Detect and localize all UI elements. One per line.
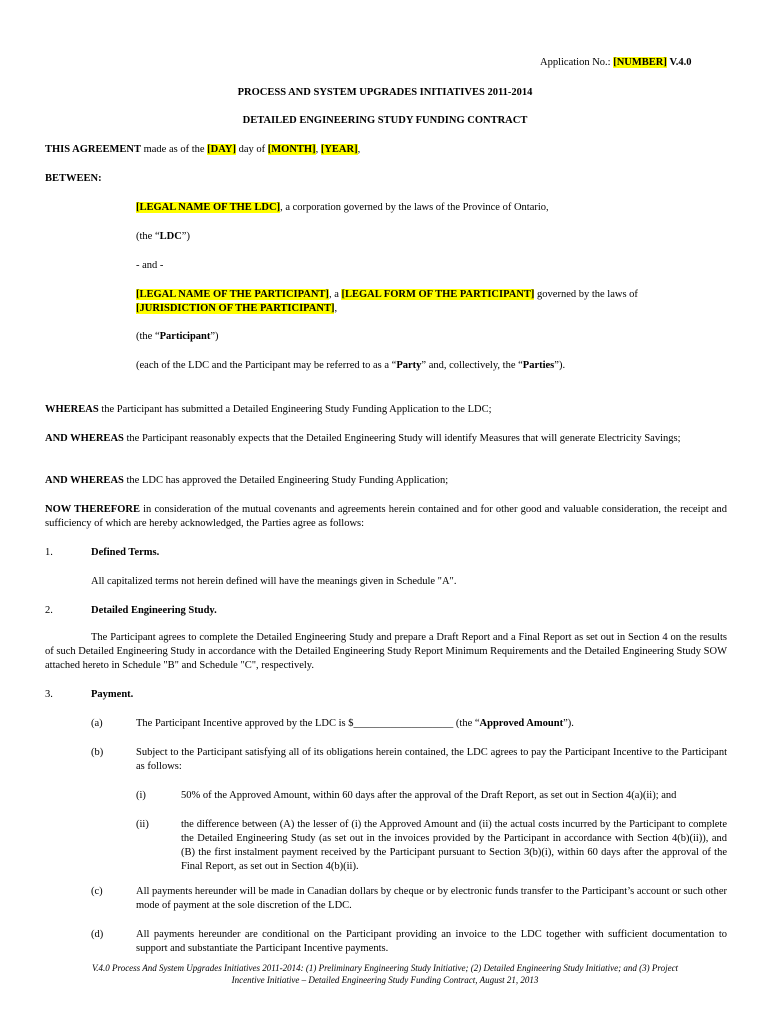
clause-b-ii-label: (ii) — [136, 819, 149, 830]
party-term: Party — [396, 360, 422, 371]
participant-def-close: ”) — [210, 331, 219, 342]
agreement-day-of: day of — [238, 144, 266, 155]
ldc-name-line — [136, 201, 736, 215]
clause-d-text: All payments hereunder are conditional on the Participant providing an invoice to the LDC together with sufficient documentation to support and substantiate the Participant Incentive payments. — [136, 929, 727, 954]
recital-now-therefore — [45, 503, 727, 531]
recital-whereas-3 — [45, 474, 727, 488]
ldc-description: , a corporation governed by the laws of the Province of Ontario, — [280, 202, 549, 213]
ldc-def-close: ”) — [181, 231, 190, 242]
recital-2-text: the Participant reasonably expects that the Detailed Engineering Study will identify Measures that will generate Electricity Savings; — [126, 433, 681, 444]
app-no-placeholder: [NUMBER] — [613, 57, 667, 68]
parties-text-3: ”). — [554, 360, 566, 371]
section-2-title: Detailed Engineering Study. — [91, 605, 217, 616]
version-label: V.4.0 — [669, 57, 692, 68]
clause-a-label: (a) — [91, 718, 103, 729]
contract-title: DETAILED ENGINEERING STUDY FUNDING CONTRACT — [242, 115, 528, 126]
ldc-def-open: (the “ — [136, 231, 160, 242]
page-footer — [40, 962, 730, 986]
application-number — [540, 56, 740, 70]
section-2-number: 2. — [45, 605, 53, 616]
section-3-title: Payment. — [91, 689, 134, 700]
approved-amount-term: Approved Amount — [479, 718, 564, 729]
clause-b-i-text: 50% of the Approved Amount, within 60 days after the approval of the Draft Report, as set out in Section 4(a)(ii); and — [181, 790, 677, 801]
section-2-body: The Participant agrees to complete the Detailed Engineering Study and prepare a Draft Report and a Final Report as set out in Section 4 on the results of such Detailed Engineering Study in accordance with the Detailed Engineering Study Report Minimum Requirements and the Detailed Engineering Study SOW attached hereto in Schedule "B" and Schedule "C", respectively. — [45, 632, 727, 671]
agreement-end: , — [357, 144, 361, 155]
parties-text-2: ” and, collectively, the “ — [421, 360, 523, 371]
year-placeholder: [YEAR] — [320, 144, 358, 155]
clause-b-i-label: (i) — [136, 790, 146, 801]
clause-c-label: (c) — [91, 886, 103, 897]
ldc-name-placeholder: [LEGAL NAME OF THE LDC] — [136, 202, 281, 213]
ldc-definition — [136, 230, 190, 244]
parties-definition — [136, 359, 736, 373]
clause-c-text: All payments hereunder will be made in Canadian dollars by cheque or by electronic funds transfer to the Participant’s account or such other mode of payment at the sole discretion of the LDC. — [136, 886, 727, 911]
app-no-label: Application No.: — [540, 57, 611, 68]
recital-4-lead: NOW THEREFORE — [45, 504, 140, 515]
agreement-line — [45, 143, 735, 157]
agreement-sep: , — [315, 144, 319, 155]
clause-b-label: (b) — [91, 747, 104, 758]
recital-whereas-1 — [45, 403, 727, 417]
participant-name-placeholder: [LEGAL NAME OF THE PARTICIPANT] — [136, 289, 329, 300]
program-title: PROCESS AND SYSTEM UPGRADES INITIATIVES 2011-2014 — [237, 87, 533, 98]
participant-form-placeholder: [LEGAL FORM OF THE PARTICIPANT] — [341, 289, 535, 300]
ldc-def-term: LDC — [159, 231, 182, 242]
clause-a-text-2: (the “ — [453, 718, 480, 729]
jurisdiction-placeholder: [JURISDICTION OF THE PARTICIPANT] — [136, 303, 335, 314]
between-heading: BETWEEN: — [45, 173, 102, 184]
clause-a-text-1: The Participant Incentive approved by the LDC is $ — [136, 718, 354, 729]
recital-4-text: in consideration of the mutual covenants and agreements herein contained and for other good and valuable consideration, the receipt and sufficiency of which are hereby acknowledged, the Parties agree as follows: — [45, 504, 727, 529]
section-3-number: 3. — [45, 689, 53, 700]
month-placeholder: [MONTH] — [267, 144, 316, 155]
clause-b-ii-text: the difference between (A) the lesser of (i) the Approved Amount and (ii) the actual costs incurred by the Participant to complete the Detailed Engineering Study (as set out in the invoices provided by the Participant in accordance with Section 4(b)(ii)), and (B) the first instalment payment received by the Participant pursuant to Section 3(b)(i), within 60 days after the approval of the Final Report, as set out in Section 4(b)(ii). — [181, 819, 727, 872]
approved-amount-blank: ___________________ — [353, 718, 454, 729]
agreement-made-as-of: made as of the — [143, 144, 205, 155]
participant-governed: governed by the laws of — [537, 289, 638, 300]
recital-whereas-2 — [45, 432, 727, 446]
section-1-number: 1. — [45, 547, 53, 558]
participant-definition — [136, 330, 219, 344]
clause-b-text: Subject to the Participant satisfying all of its obligations herein contained, the LDC agrees to pay the Participant Incentive to the Participant as follows: — [136, 747, 727, 772]
section-1-title: Defined Terms. — [91, 547, 160, 558]
participant-comma-a: , a — [328, 289, 339, 300]
clause-d-label: (d) — [91, 929, 104, 940]
recital-1-lead: WHEREAS — [45, 404, 99, 415]
footer-line-2: Incentive Initiative – Detailed Engineering Study Funding Contract, August 21, 2013 — [231, 975, 539, 985]
participant-end: , — [334, 303, 338, 314]
participant-def-open: (the “ — [136, 331, 160, 342]
recital-1-text: the Participant has submitted a Detailed Engineering Study Funding Application to the LDC; — [101, 404, 492, 415]
parties-term: Parties — [522, 360, 555, 371]
recital-2-lead: AND WHEREAS — [45, 433, 124, 444]
footer-line-1: V.4.0 Process And System Upgrades Initiatives 2011-2014: (1) Preliminary Engineering Study Initiative; (2) Detailed Engineering Study Initiative; and (3) Project — [91, 963, 679, 973]
participant-def-term: Participant — [159, 331, 211, 342]
recital-3-lead: AND WHEREAS — [45, 475, 124, 486]
section-1-body: All capitalized terms not herein defined will have the meanings given in Schedule "A". — [91, 576, 457, 587]
clause-a-text-3: ”). — [563, 718, 574, 729]
agreement-lead: THIS AGREEMENT — [45, 144, 141, 155]
participant-name-block — [136, 288, 641, 316]
clause-a-text — [136, 717, 731, 731]
parties-text-1: (each of the LDC and the Participant may be referred to as a “ — [136, 360, 397, 371]
recital-3-text: the LDC has approved the Detailed Engineering Study Funding Application; — [126, 475, 449, 486]
day-placeholder: [DAY] — [207, 144, 236, 155]
and-separator: - and - — [136, 260, 164, 271]
